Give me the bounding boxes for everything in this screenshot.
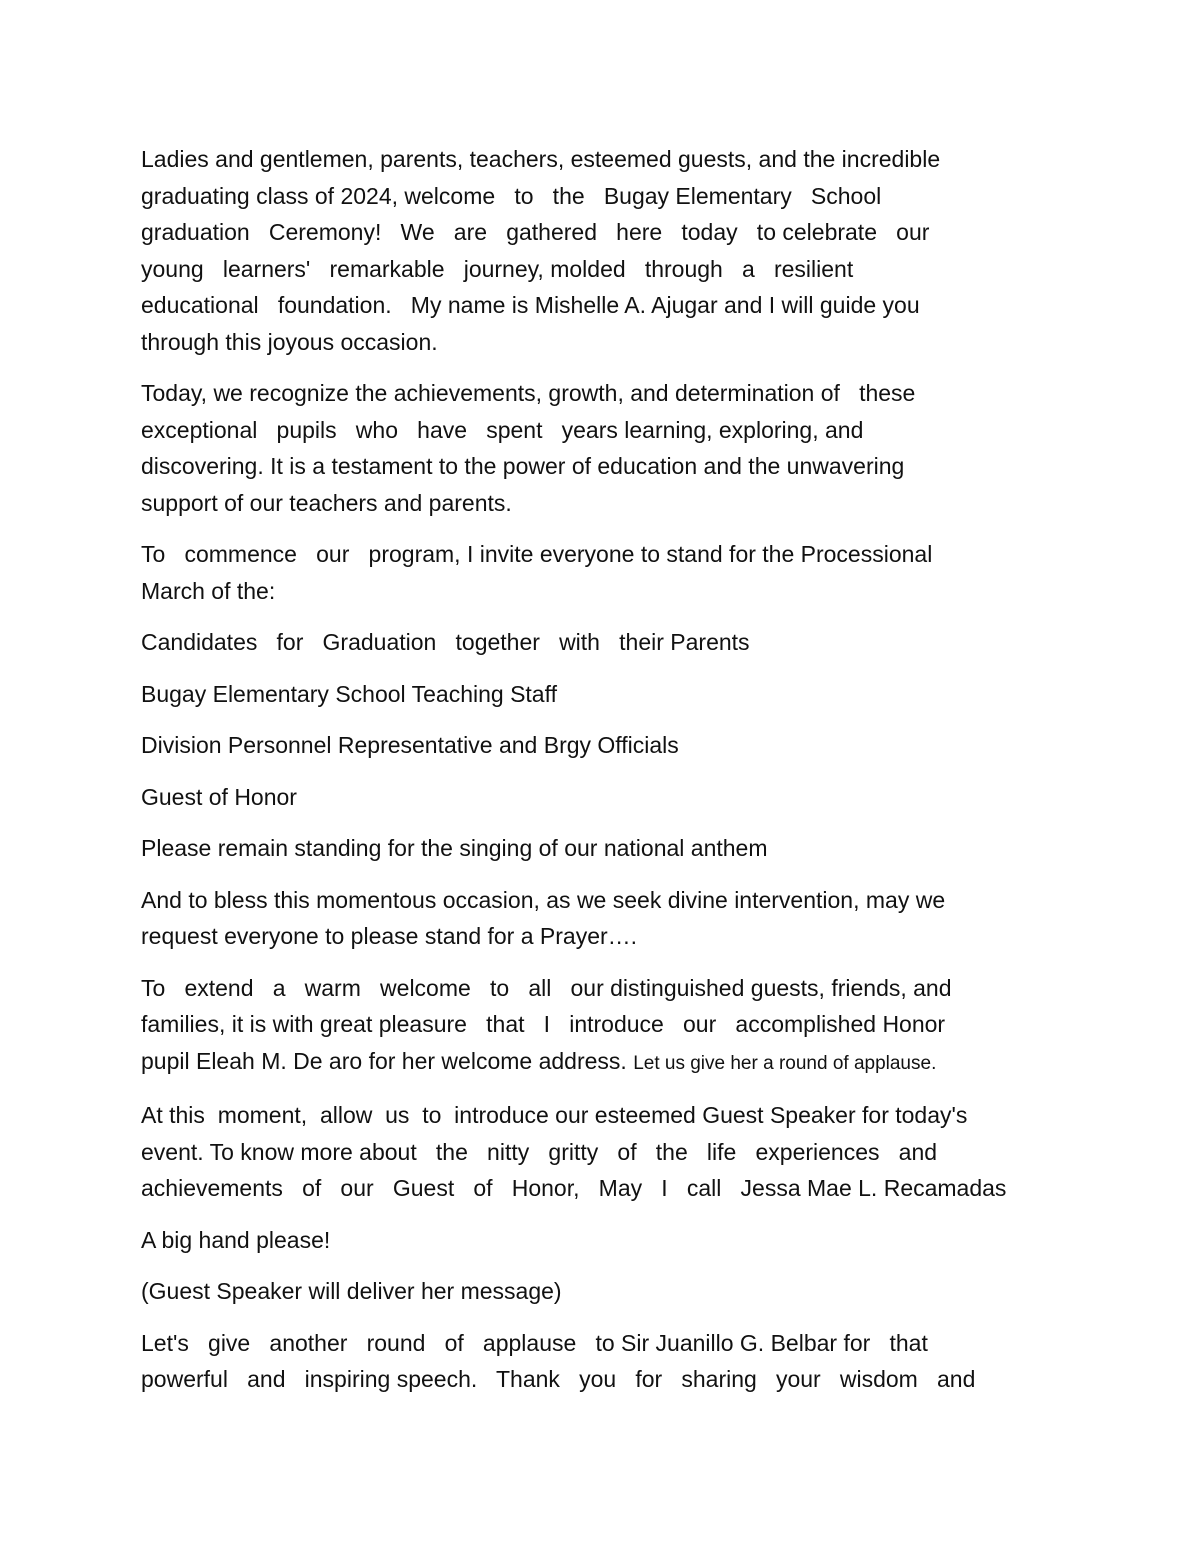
text-line: families, it is with great pleasure that I introduce our accomplished Honor [141,1011,946,1037]
paragraph-applause [141,1325,1049,1398]
text-line: achievements of our Guest of Honor, May I call Jessa Mae L. Recamadas [141,1175,1007,1201]
text-line: through this joyous occasion. [141,328,438,355]
text-line: graduating class of 2024, welcome to the Bugay Elementary School [141,182,882,209]
text-line: Bugay Elementary School Teaching Staff [141,680,557,707]
text-line: Division Personnel Representative and Brgy Officials [141,732,679,758]
text-line: At this moment, allow us to introduce our esteemed Guest Speaker for today's [141,1102,968,1128]
processional-candidates [141,624,1049,661]
paragraph-guest-speaker-intro [141,1097,1049,1207]
paragraph-processional [141,536,1049,609]
text-line: exceptional pupils who have spent years learning, exploring, and [141,416,864,443]
text-line: Ladies and gentlemen, parents, teachers, esteemed guests, and the incredible [141,146,941,172]
document-page [141,141,1049,1413]
text-line: Candidates for Graduation together with their Parents [141,629,750,655]
paragraph-prayer [141,882,1049,955]
text-line: support of our teachers and parents. [141,489,512,516]
text-line: March of the: [141,577,276,604]
text-line: And to bless this momentous occasion, as we seek divine intervention, may we [141,886,946,913]
text-line: event. To know more about the nitty gritty of the life experiences and [141,1138,938,1165]
text-segment: pupil Eleah M. De aro for her welcome address. [141,1047,627,1074]
paragraph-national-anthem [141,830,1049,867]
text-line: A big hand please! [141,1226,331,1253]
paragraph-recognition [141,375,1049,521]
processional-division-personnel [141,727,1049,764]
text-line: (Guest Speaker will deliver her message) [141,1278,562,1304]
text-line: educational foundation. My name is Mishelle A. Ajugar and I will guide you [141,292,920,318]
text-line: To commence our program, I invite everyone to stand for the Processional [141,541,933,567]
processional-teaching-staff [141,676,1049,713]
paragraph-guest-speaker-note [141,1273,1049,1310]
text-line: discovering. It is a testament to the power of education and the unwavering [141,453,905,479]
text-line: To extend a warm welcome to all our distinguished guests, friends, and [141,974,952,1001]
text-segment-small: Let us give her a round of applause. [633,1052,937,1074]
paragraph-welcome-address [141,970,1049,1083]
text-line: powerful and inspiring speech. Thank you for sharing your wisdom and [141,1366,976,1392]
processional-guest-of-honor [141,779,1049,816]
paragraph-welcome [141,141,1049,360]
text-line: young learners' remarkable journey, molded through a resilient [141,255,854,282]
text-line [141,1043,1049,1083]
text-line: Today, we recognize the achievements, growth, and determination of these [141,380,916,406]
text-line: graduation Ceremony! We are gathered here today to celebrate our [141,219,930,245]
text-line: Let's give another round of applause to Sir Juanillo G. Belbar for that [141,1329,928,1356]
text-line: request everyone to please stand for a Prayer…. [141,923,638,949]
text-line: Guest of Honor [141,783,297,810]
paragraph-big-hand [141,1222,1049,1259]
text-line: Please remain standing for the singing of our national anthem [141,835,768,861]
